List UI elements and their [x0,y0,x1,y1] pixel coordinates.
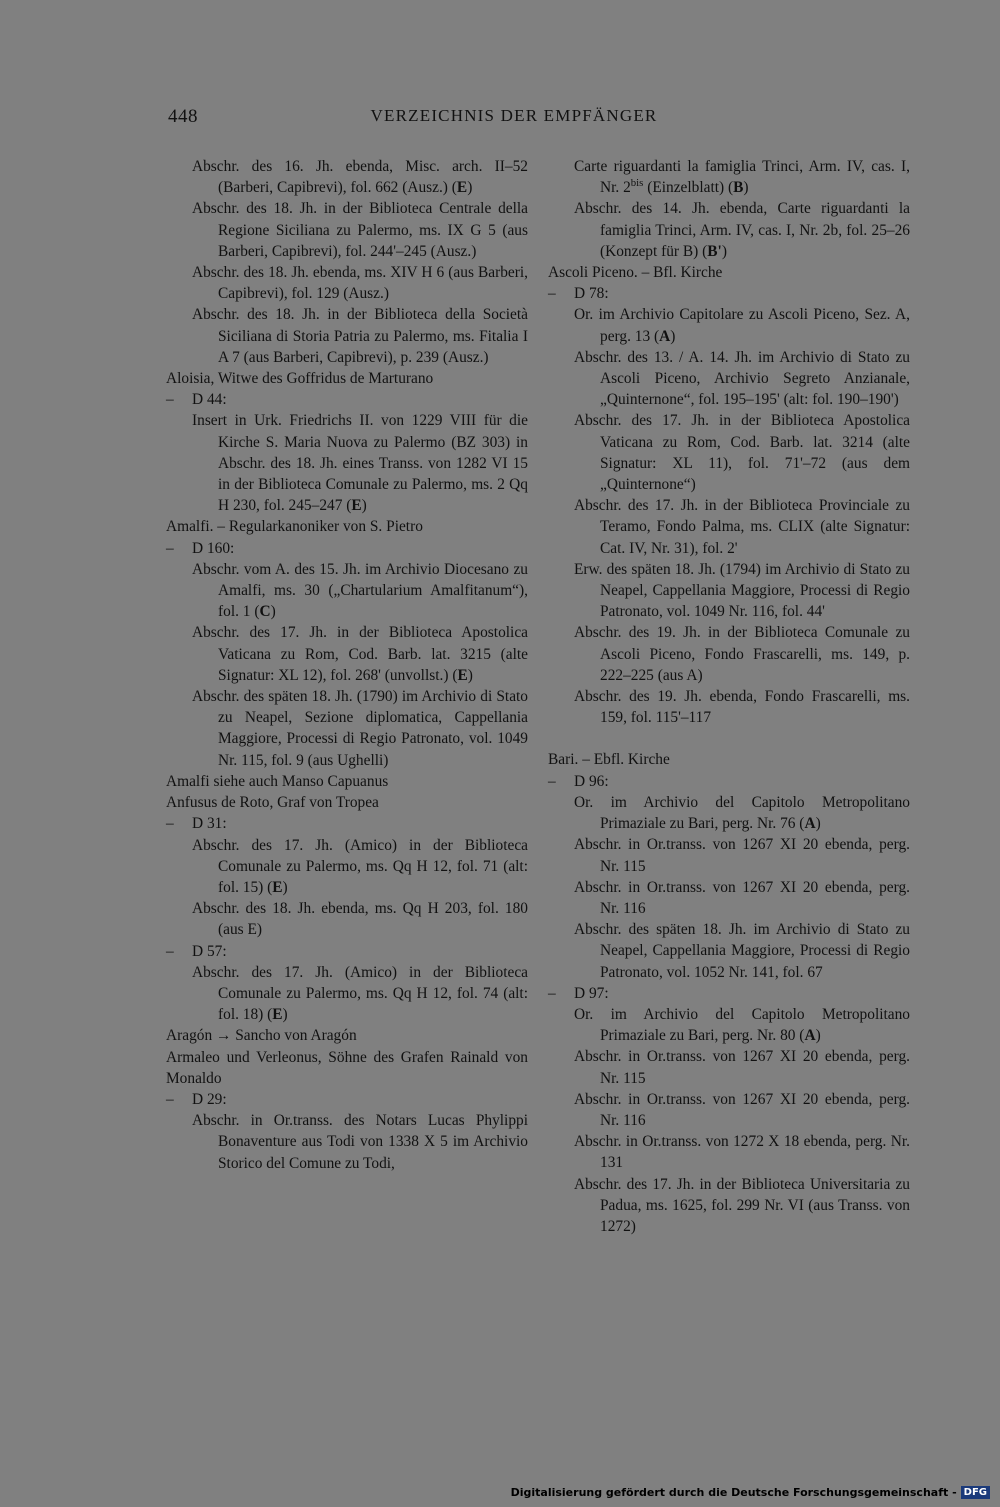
source-entry: Abschr. des späten 18. Jh. im Archivio di Stato zu Neapel, Cappellania Maggiore, Processi di Regio Patronato, vol. 1052 Nr. 141, fol. 67 [574,921,910,981]
source-entry: Abschr. des 17. Jh. (Amico) in der Biblioteca Comunale zu Palermo, ms. Qq H 12, fol. 74 (alt: fol. 18) (E) [192,963,528,1024]
document-number: – D 78: [548,283,910,304]
recipient-heading: Anfusus de Roto, Graf von Tropea [166,794,379,812]
running-title: VERZEICHNIS DER EMPFÄNGER [370,106,658,125]
document-number: – D 31: [166,813,528,834]
source-entry: Or. im Archivio del Capitolo Metropolitano Primaziale zu Bari, perg. Nr. 80 (A) [574,1005,910,1045]
source-entry: Abschr. des 18. Jh. ebenda, ms. XIV H 6 (aus Barberi, Capibrevi), fol. 129 (Ausz.) [192,264,528,303]
dfg-logo: DFG [961,1486,990,1499]
source-entry: Or. im Archivio del Capitolo Metropolitano Primaziale zu Bari, perg. Nr. 76 (A) [574,793,910,833]
source-entry: Abschr. des 13. / A. 14. Jh. im Archivio di Stato zu Ascoli Piceno, Archivio Segreto Anzianale, „Quinternone“, fol. 195–195' (alt: fol. 190–190') [574,348,910,409]
recipient-heading: Amalfi siehe auch Manso Capuanus [166,772,389,790]
source-entry: Abschr. des 17. Jh. in der Biblioteca Apostolica Vaticana zu Rom, Cod. Barb. lat. 3215 (alte Signatur: XL 12), fol. 268' (unvollst.) (E) [192,624,528,684]
source-entry: Abschr. des 18. Jh. in der Biblioteca Centrale della Regione Siciliana zu Palermo, ms. IX G 5 (aus Barberi, Capibrevi), fol. 244'–245 (Ausz.) [192,200,528,260]
source-entry: Abschr. des 19. Jh. ebenda, Fondo Frascarelli, ms. 159, fol. 115'–117 [574,688,910,727]
source-entry: Abschr. des 14. Jh. ebenda, Carte riguardanti la famiglia Trinci, Arm. IV, cas. I, Nr. 2b, fol. 25–26 (Konzept für B) (B') [574,200,910,260]
right-column [548,156,910,1237]
source-entry: Abschr. in Or.transs. des Notars Lucas Phylippi Bonaventure aus Todi von 1338 X 5 im Archivio Storico del Comune zu Todi, [192,1112,528,1172]
page-header [168,106,860,134]
source-entry: Carte riguardanti la famiglia Trinci, Arm. IV, cas. I, Nr. $2^{bis}$ (Einzelblatt) (B) [574,158,910,197]
dash-mark: – [548,285,556,303]
source-entry: Abschr. des 19. Jh. in der Biblioteca Comunale zu Ascoli Piceno, Fondo Frascarelli, ms. 149, p. 222–225 (aus A) [574,624,910,684]
source-entry: Abschr. in Or.transs. von 1267 XI 20 ebenda, perg. Nr. 116 [574,1090,910,1129]
dash-mark: – [548,984,556,1002]
left-column [166,156,528,1174]
source-entry: Or. im Archivio Capitolare zu Ascoli Piceno, Sez. A, perg. 13 (A) [574,306,910,345]
source-entry: Abschr. des 17. Jh. in der Biblioteca Apostolica Vaticana zu Rom, Cod. Barb. lat. 3214 (alte Signatur: XL 11), fol. 71'–72 (aus dem „Quinternone“) [574,412,910,494]
source-entry: Abschr. in Or.transs. von 1267 XI 20 ebenda, perg. Nr. 116 [574,878,910,917]
source-entry: Abschr. in Or.transs. von 1267 XI 20 ebenda, perg. Nr. 115 [574,836,910,875]
recipient-heading: Armaleo und Verleonus, Söhne des Grafen Rainald von Monaldo [166,1048,528,1087]
source-entry: Abschr. des 18. Jh. ebenda, ms. Qq H 203, fol. 180 (aus E) [192,900,528,939]
footer-credit [511,1483,990,1501]
page-number: 448 [168,106,198,127]
recipient-heading: Ascoli Piceno. – Bfl. Kirche [548,264,723,282]
document-number: – D 97: [548,983,910,1004]
recipient-heading: Amalfi. – Regularkanoniker von S. Pietro [166,518,423,536]
entry-gap [548,728,910,749]
document-number: – D 96: [548,771,910,792]
document-number: – D 57: [166,941,528,962]
recipient-heading: Aloisia, Witwe des Goffridus de Marturano [166,370,434,388]
dash-mark: – [166,1090,174,1108]
source-entry: Abschr. des späten 18. Jh. (1790) im Archivio di Stato zu Neapel, Sezione diplomatica, Cappellania Maggiore, Processi di Regio Patronato, vol. 1049 Nr. 115, fol. 9 (aus Ughelli) [192,688,528,769]
dash-mark: – [166,391,174,409]
source-entry: Erw. des späten 18. Jh. (1794) im Archivio di Stato zu Neapel, Cappellania Maggiore, Processi di Regio Patronato, vol. 1049 Nr. 116, fol. 44' [574,560,910,621]
source-entry: Abschr. in Or.transs. von 1272 X 18 ebenda, perg. Nr. 131 [574,1133,910,1172]
dash-mark: – [166,942,174,960]
source-entry: Abschr. vom A. des 15. Jh. im Archivio Diocesano zu Amalfi, ms. 30 („Chartularium Amalfitanum“), fol. 1 (C) [192,560,528,621]
dash-mark: – [166,539,174,557]
source-entry: Abschr. des 16. Jh. ebenda, Misc. arch. II–52 (Barberi, Capibrevi), fol. 662 (Ausz.) (E) [192,158,528,197]
footer-credit-text: Digitalisierung gefördert durch die Deutsche Forschungsgemeinschaft - [510,1485,957,1499]
source-entry: Abschr. des 18. Jh. in der Biblioteca della Società Siciliana di Storia Patria zu Palermo, ms. Fitalia I A 7 (aus Barberi, Capibrevi), p. 239 (Ausz.) [192,306,528,366]
document-number: – D 160: [166,538,528,559]
recipient-heading: Bari. – Ebfl. Kirche [548,751,670,769]
document-number: – D 44: [166,389,528,410]
source-entry: Abschr. in Or.transs. von 1267 XI 20 ebenda, perg. Nr. 115 [574,1048,910,1087]
dash-mark: – [166,815,174,833]
source-entry: Insert in Urk. Friedrichs II. von 1229 VIII für die Kirche S. Maria Nuova zu Palermo (BZ 303) in Abschr. des 18. Jh. eines Transs. von 1282 VI 15 in der Biblioteca Comunale zu Palermo, ms. 2 Qq H 230, fol. 245–247 (E) [192,412,528,515]
dash-mark: – [548,772,556,790]
source-entry: Abschr. des 17. Jh. in der Biblioteca Universitaria zu Padua, ms. 1625, fol. 299 Nr. VI (aus Transs. von 1272) [574,1175,910,1235]
recipient-heading: Aragón → Sancho von Aragón [166,1027,357,1045]
source-entry: Abschr. des 17. Jh. (Amico) in der Biblioteca Comunale zu Palermo, ms. Qq H 12, fol. 71 (alt: fol. 15) (E) [192,836,528,896]
source-entry: Abschr. des 17. Jh. in der Biblioteca Provinciale zu Teramo, Fondo Palma, ms. CLIX (alte Signatur: Cat. IV, Nr. 31), fol. 2' [574,497,910,557]
document-number: – D 29: [166,1089,528,1110]
